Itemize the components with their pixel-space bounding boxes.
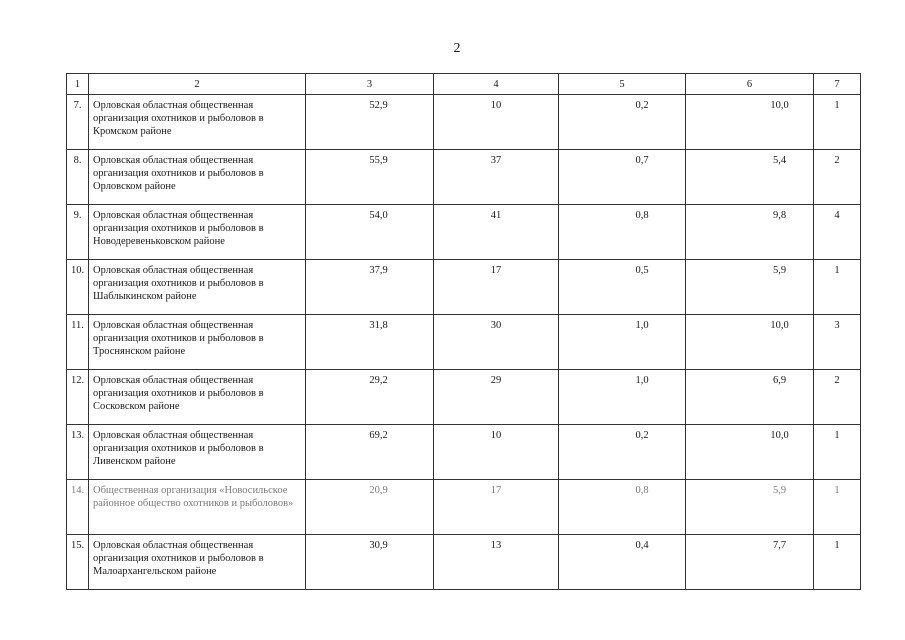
value-col-5: 0,5 — [559, 260, 686, 315]
value-col-3: 52,9 — [306, 95, 434, 150]
row-number: 14. — [67, 480, 89, 535]
row-number: 9. — [67, 205, 89, 260]
value-col-3: 55,9 — [306, 150, 434, 205]
value-col-4: 10 — [434, 95, 559, 150]
value-col-4: 30 — [434, 315, 559, 370]
value-col-6: 10,0 — [686, 95, 814, 150]
value-col-5: 0,7 — [559, 150, 686, 205]
value-col-4: 29 — [434, 370, 559, 425]
value-col-4: 41 — [434, 205, 559, 260]
page-number: 2 — [453, 41, 461, 56]
organization-name: Орловская областная общественная организация охотников и рыболовов в Троснянском районе — [89, 315, 306, 370]
value-col-6: 5,4 — [686, 150, 814, 205]
table-row — [67, 315, 861, 370]
organization-name: Орловская областная общественная организация охотников и рыболовов в Кромском районе — [89, 95, 306, 150]
table-row — [67, 150, 861, 205]
value-col-5: 0,2 — [559, 95, 686, 150]
value-col-5: 1,0 — [559, 370, 686, 425]
value-col-7: 1 — [814, 425, 861, 480]
table-row — [67, 535, 861, 590]
value-col-3: 37,9 — [306, 260, 434, 315]
row-number: 11. — [67, 315, 89, 370]
row-number: 10. — [67, 260, 89, 315]
header-col-1: 1 — [67, 74, 89, 95]
header-col-6: 6 — [686, 74, 814, 95]
value-col-7: 1 — [814, 480, 861, 535]
value-col-5: 0,2 — [559, 425, 686, 480]
value-col-4: 10 — [434, 425, 559, 480]
value-col-7: 1 — [814, 260, 861, 315]
value-col-6: 5,9 — [686, 480, 814, 535]
value-col-7: 2 — [814, 150, 861, 205]
value-col-6: 7,7 — [686, 535, 814, 590]
table-row — [67, 260, 861, 315]
value-col-6: 5,9 — [686, 260, 814, 315]
value-col-7: 3 — [814, 315, 861, 370]
value-col-5: 0,8 — [559, 205, 686, 260]
header-col-3: 3 — [306, 74, 434, 95]
value-col-3: 31,8 — [306, 315, 434, 370]
table-row — [67, 205, 861, 260]
value-col-7: 2 — [814, 370, 861, 425]
value-col-7: 1 — [814, 95, 861, 150]
header-col-4: 4 — [434, 74, 559, 95]
value-col-4: 17 — [434, 260, 559, 315]
header-col-7: 7 — [814, 74, 861, 95]
value-col-5: 0,8 — [559, 480, 686, 535]
table-header-row — [67, 74, 861, 95]
value-col-4: 37 — [434, 150, 559, 205]
row-number: 7. — [67, 95, 89, 150]
organization-name: Орловская областная общественная организация охотников и рыболовов в Ливенском районе — [89, 425, 306, 480]
table-row — [67, 95, 861, 150]
row-number: 15. — [67, 535, 89, 590]
row-number: 8. — [67, 150, 89, 205]
data-table — [66, 73, 861, 590]
row-number: 13. — [67, 425, 89, 480]
value-col-4: 17 — [434, 480, 559, 535]
value-col-6: 6,9 — [686, 370, 814, 425]
value-col-3: 54,0 — [306, 205, 434, 260]
value-col-5: 1,0 — [559, 315, 686, 370]
organization-name: Общественная организация «Новосильское районное общество охотников и рыболовов» — [89, 480, 306, 535]
organization-name: Орловская областная общественная организация охотников и рыболовов в Новодеревеньковском районе — [89, 205, 306, 260]
value-col-7: 4 — [814, 205, 861, 260]
organization-name: Орловская областная общественная организация охотников и рыболовов в Малоархангельском районе — [89, 535, 306, 590]
value-col-3: 20,9 — [306, 480, 434, 535]
organization-name: Орловская областная общественная организация охотников и рыболовов в Шаблыкинском районе — [89, 260, 306, 315]
value-col-6: 10,0 — [686, 425, 814, 480]
row-number: 12. — [67, 370, 89, 425]
header-col-5: 5 — [559, 74, 686, 95]
header-col-2: 2 — [89, 74, 306, 95]
table-row — [67, 425, 861, 480]
value-col-5: 0,4 — [559, 535, 686, 590]
organization-name: Орловская областная общественная организация охотников и рыболовов в Орловском районе — [89, 150, 306, 205]
value-col-6: 9,8 — [686, 205, 814, 260]
value-col-3: 69,2 — [306, 425, 434, 480]
table-row — [67, 480, 861, 535]
value-col-3: 29,2 — [306, 370, 434, 425]
value-col-3: 30,9 — [306, 535, 434, 590]
organization-name: Орловская областная общественная организация охотников и рыболовов в Сосковском районе — [89, 370, 306, 425]
table-row — [67, 370, 861, 425]
value-col-7: 1 — [814, 535, 861, 590]
value-col-6: 10,0 — [686, 315, 814, 370]
value-col-4: 13 — [434, 535, 559, 590]
